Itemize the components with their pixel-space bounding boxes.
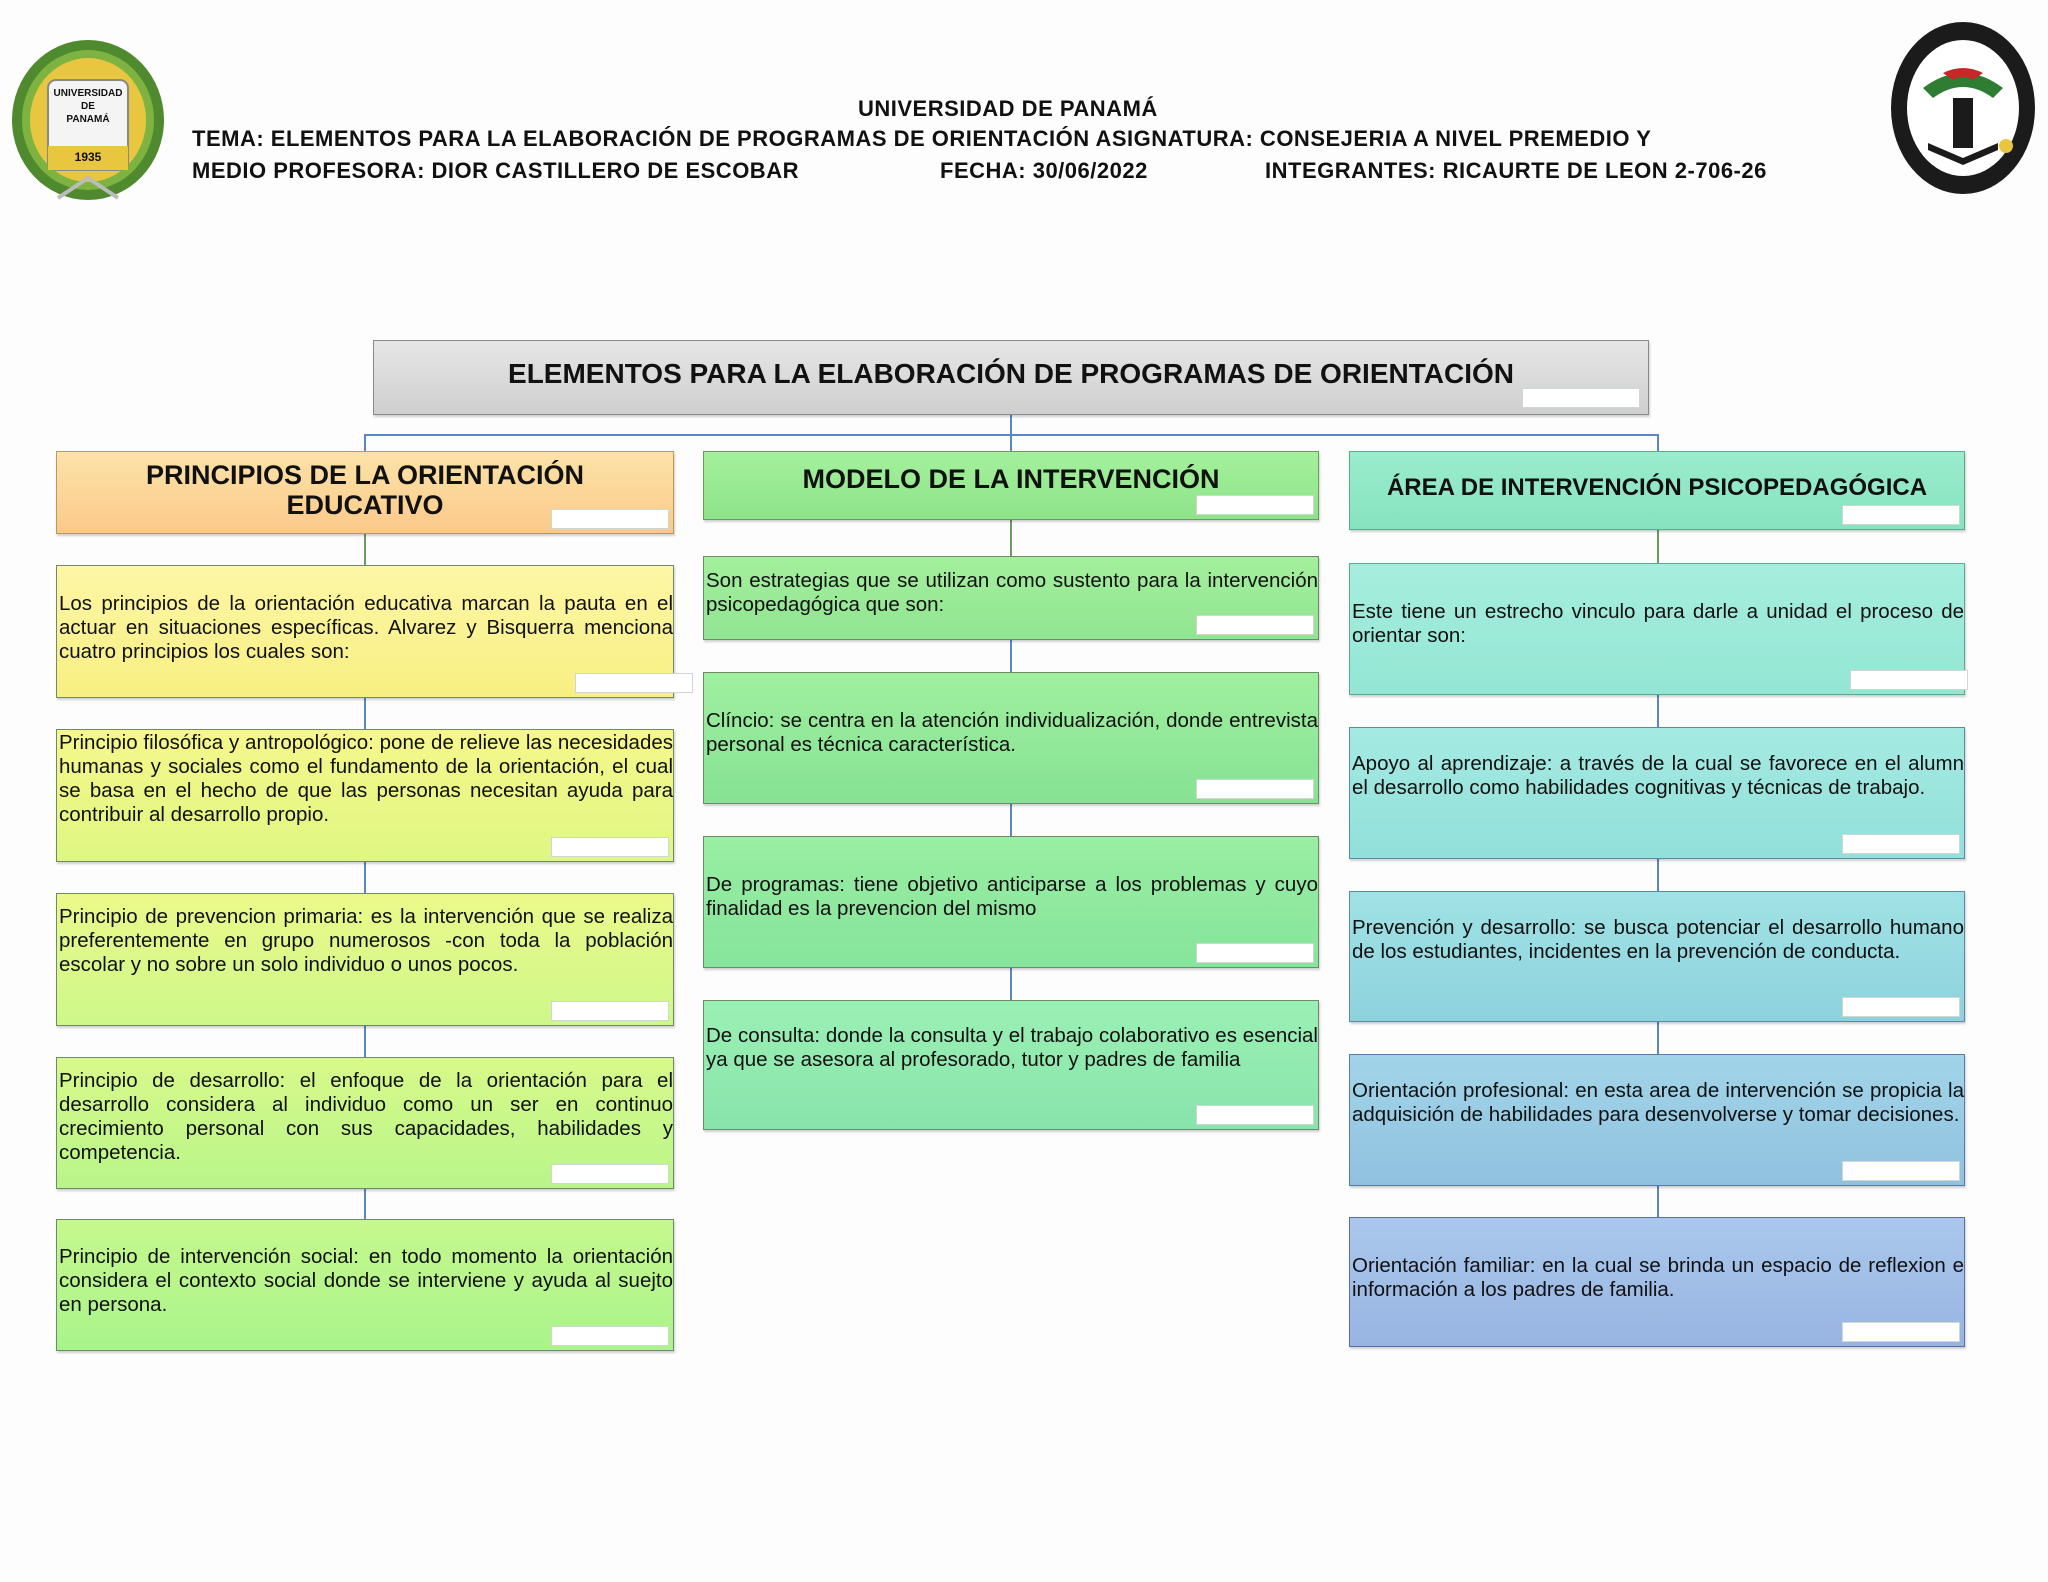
col2-item-3-tag — [1196, 943, 1314, 963]
col3-heading-tag — [1842, 505, 1960, 525]
connector-c3-1 — [1657, 530, 1659, 563]
connector-c3-2 — [1657, 695, 1659, 727]
col1-item-4-tag — [551, 1164, 669, 1184]
col1-heading-tag — [551, 509, 669, 529]
connector-title-down — [1010, 414, 1012, 436]
col1-heading-box — [56, 451, 674, 534]
col1-item-1-text: Los principios de la orientación educativa marcan la pauta en el actuar en situaciones específicas. Alvarez y Bisquerra menciona cuatro principios los cuales son: — [59, 592, 673, 663]
university-name: UNIVERSIDAD DE PANAMÁ — [858, 96, 1158, 121]
col3-heading-box — [1349, 451, 1965, 530]
col2-item-3-text: De programas: tiene objetivo anticiparse a los problemas y cuyo finalidad es la prevencion del mismo — [706, 873, 1318, 920]
col3-item-4-text: Orientación profesional: en esta area de intervención se propicia la adquisición de habilidades para desenvolverse y tomar decisiones. — [1352, 1079, 1964, 1126]
col3-item-5-tag — [1842, 1322, 1960, 1342]
col3-item-2-text: Apoyo al aprendizaje: a través de la cual se favorece en el alumn el desarrollo como habilidades cognitivas y técnicas de trabajo. — [1352, 752, 1964, 799]
col2-heading: MODELO DE LA INTERVENCIÓN — [802, 464, 1220, 494]
crest-year: 1935 — [74, 150, 102, 164]
crest-text-3: PANAMÁ — [66, 114, 110, 125]
col2-heading-tag — [1196, 495, 1314, 515]
col1-item-2 — [56, 729, 674, 862]
col1-item-1 — [56, 565, 674, 698]
col3-heading: ÁREA DE INTERVENCIÓN PSICOPEDAGÓGICA — [1386, 474, 1928, 501]
connector-c2-1 — [1010, 520, 1012, 556]
col2-item-1-tag — [1196, 615, 1314, 635]
connector-c2-3 — [1010, 804, 1012, 836]
col3-item-5 — [1349, 1217, 1965, 1347]
connector-c1-1 — [364, 534, 366, 565]
col1-item-1-tag — [575, 673, 693, 693]
col2-item-2-text: Clíncio: se centra en la atención individualización, donde entrevista personal es técnica característica. — [706, 709, 1318, 756]
col2-item-1 — [703, 556, 1319, 640]
university-crest-logo — [8, 28, 168, 208]
col3-item-4-tag — [1842, 1161, 1960, 1181]
connector-c2-4 — [1010, 968, 1012, 1000]
title-placeholder-tag — [1522, 388, 1640, 408]
col1-item-2-text: Principio filosófica y antropológico: pone de relieve las necesidades humanas y sociales como el fundamento de la orientación, el cual se basa en el hecho de que las personas necesitan ayuda para contribuir al desarrollo propio. — [59, 731, 673, 826]
faculty-seal-logo — [1888, 18, 2038, 198]
col2-item-1-text: Son estrategias que se utilizan como sustento para la intervención psicopedagógica que son: — [706, 569, 1318, 616]
col1-item-2-tag — [551, 837, 669, 857]
connector-c1-2 — [364, 698, 366, 729]
header-date: FECHA: 30/06/2022 — [940, 158, 1148, 183]
connector-c1-5 — [364, 1189, 366, 1219]
col3-item-1-text: Este tiene un estrecho vinculo para darle a unidad el proceso de orientar son: — [1352, 600, 1964, 647]
col2-item-4 — [703, 1000, 1319, 1130]
header-topic-line: TEMA: ELEMENTOS PARA LA ELABORACIÓN DE PROGRAMAS DE ORIENTACIÓN ASIGNATURA: CONSEJERIA A NIVEL PREMEDIO Y — [192, 126, 1652, 151]
connector-c3-3 — [1657, 859, 1659, 891]
col3-item-3 — [1349, 891, 1965, 1022]
header-members: INTEGRANTES: RICAURTE DE LEON 2-706-26 — [1265, 158, 1767, 183]
col1-item-3 — [56, 893, 674, 1026]
col1-item-4 — [56, 1057, 674, 1189]
col1-item-5-tag — [551, 1326, 669, 1346]
col3-item-3-text: Prevención y desarrollo: se busca potenciar el desarrollo humano de los estudiantes, incidentes en la prevención de conducta. — [1352, 916, 1964, 963]
col1-item-3-text: Principio de prevencion primaria: es la intervención que se realiza preferentemente en grupo numerosos -con toda la población escolar y no sobre un solo individuo o unos pocos. — [59, 905, 673, 976]
connector-c3-4 — [1657, 1022, 1659, 1054]
col3-item-1-tag — [1850, 670, 1968, 690]
col2-item-2 — [703, 672, 1319, 804]
connector-c2-2 — [1010, 640, 1012, 672]
col1-item-3-tag — [551, 1001, 669, 1021]
col3-item-2 — [1349, 727, 1965, 859]
connector-col1 — [364, 434, 366, 452]
col3-item-5-text: Orientación familiar: en la cual se brinda un espacio de reflexion e información a los padres de familia. — [1352, 1254, 1964, 1301]
col2-item-3 — [703, 836, 1319, 968]
connector-c3-5 — [1657, 1186, 1659, 1217]
crest-text-1: UNIVERSIDAD — [53, 88, 123, 99]
crest-text-2: DE — [81, 101, 95, 112]
col1-item-4-text: Principio de desarrollo: el enfoque de la orientación para el desarrollo considera al individuo como un ser en continuo crecimiento personal con sus capacidades, habilidades y competencia. — [59, 1069, 673, 1164]
header-professor: MEDIO PROFESORA: DIOR CASTILLERO DE ESCOBAR — [192, 158, 799, 183]
connector-col2 — [1010, 434, 1012, 452]
col3-item-3-tag — [1842, 997, 1960, 1017]
connector-col3 — [1657, 434, 1659, 452]
col3-item-4 — [1349, 1054, 1965, 1186]
col3-item-1 — [1349, 563, 1965, 695]
col2-item-2-tag — [1196, 779, 1314, 799]
col1-heading: PRINCIPIOS DE LA ORIENTACIÓN EDUCATIVO — [145, 460, 585, 520]
diagram-title-box — [373, 340, 1649, 415]
col2-item-4-text: De consulta: donde la consulta y el trabajo colaborativo es esencial ya que se asesora al profesorado, tutor y padres de familia — [706, 1024, 1318, 1071]
col2-item-4-tag — [1196, 1105, 1314, 1125]
col3-item-2-tag — [1842, 834, 1960, 854]
connector-c1-3 — [364, 862, 366, 893]
diagram-title: ELEMENTOS PARA LA ELABORACIÓN DE PROGRAMAS DE ORIENTACIÓN — [508, 358, 1514, 389]
col2-heading-box — [703, 451, 1319, 520]
col1-item-5-text: Principio de intervención social: en todo momento la orientación considera el contexto social donde se interviene y ayuda al suejto en persona. — [59, 1245, 673, 1316]
connector-c1-4 — [364, 1026, 366, 1057]
col1-item-5 — [56, 1219, 674, 1351]
